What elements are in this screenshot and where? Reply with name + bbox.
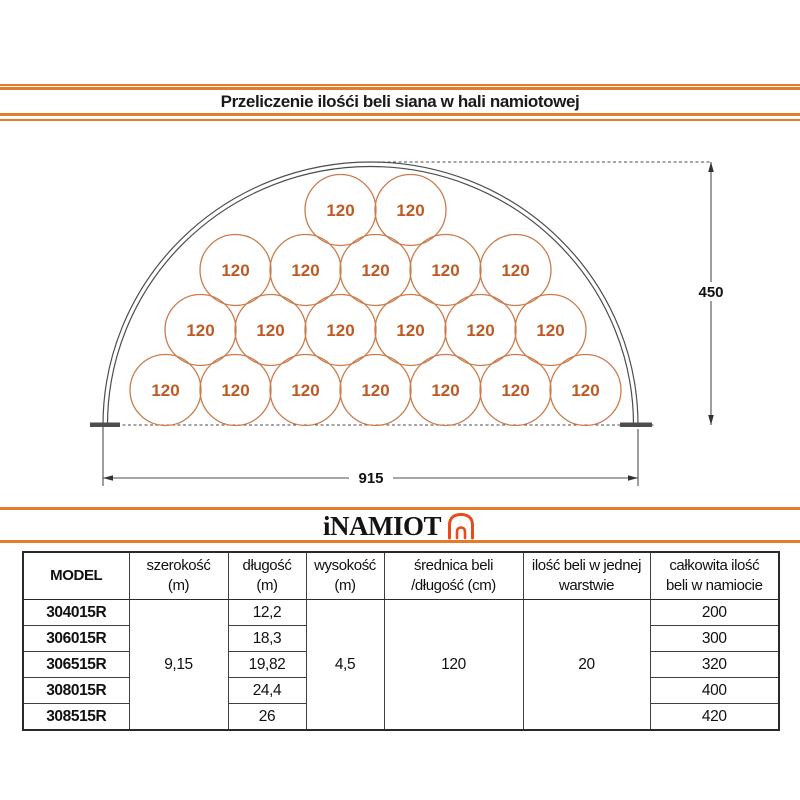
bale-diameter-label: 120 <box>431 261 460 280</box>
col-header-6: całkowita ilość beli w namiocie <box>650 552 779 600</box>
col-header-5: ilość beli w jednej warstwie <box>523 552 650 600</box>
bale-diameter-label: 120 <box>361 261 390 280</box>
spec-table <box>22 551 780 731</box>
bale-diameter-label: 120 <box>501 381 530 400</box>
title-top-thick-line <box>0 87 800 90</box>
bale-diameter-label: 120 <box>326 201 355 220</box>
total-bales-cell: 200 <box>650 600 779 626</box>
bale-diameter-label: 120 <box>221 261 250 280</box>
bales-per-layer-merged-cell: 20 <box>523 600 650 731</box>
bale-diameter-label: 120 <box>326 321 355 340</box>
bale-diameter-label: 120 <box>186 321 215 340</box>
model-cell: 308015R <box>23 678 129 704</box>
spec-table-wrapper <box>22 551 778 731</box>
total-bales-cell: 300 <box>650 626 779 652</box>
length-cell: 26 <box>228 704 306 731</box>
title-bottom-thin-line <box>0 119 800 121</box>
tent-cross-section-diagram <box>0 130 800 500</box>
bale-diameter-label: 120 <box>536 321 565 340</box>
col-header-2: długość (m) <box>228 552 306 600</box>
page-title: Przeliczenie ilośći beli siana w hali namiotowej <box>220 92 580 111</box>
height-merged-cell: 4,5 <box>306 600 384 731</box>
length-cell: 19,82 <box>228 652 306 678</box>
width-merged-cell: 9,15 <box>129 600 228 731</box>
logo-bottom-line <box>0 540 800 543</box>
bale-diameter-label: 120 <box>396 321 425 340</box>
length-cell: 24,4 <box>228 678 306 704</box>
model-cell: 308515R <box>23 704 129 731</box>
total-bales-cell: 400 <box>650 678 779 704</box>
bale-diameter-label: 120 <box>221 381 250 400</box>
bale-diameter-label: 120 <box>466 321 495 340</box>
bale-diameter-label: 120 <box>501 261 530 280</box>
col-header-1: szerokość (m) <box>129 552 228 600</box>
logo <box>0 509 800 543</box>
bale-diameter-merged-cell: 120 <box>384 600 523 731</box>
bale-diameter-label: 120 <box>256 321 285 340</box>
total-bales-cell: 320 <box>650 652 779 678</box>
col-header-4: średnica beli /długość (cm) <box>384 552 523 600</box>
table-header-row <box>23 552 779 600</box>
model-cell: 306015R <box>23 626 129 652</box>
width-dimension <box>103 427 638 487</box>
bale-diameter-label: 120 <box>361 381 390 400</box>
col-header-3: wysokość (m) <box>306 552 384 600</box>
table-row <box>23 600 779 626</box>
col-header-0: MODEL <box>23 552 129 600</box>
bale-diameter-label: 120 <box>571 381 600 400</box>
right-foot <box>620 423 652 428</box>
length-cell: 12,2 <box>228 600 306 626</box>
tent-icon <box>445 512 477 540</box>
logo-text: iNAMIOT <box>323 510 441 541</box>
bale-diameter-label: 120 <box>291 381 320 400</box>
total-bales-cell: 420 <box>650 704 779 731</box>
title-top-thin-line <box>0 84 800 86</box>
bale-diameter-label: 120 <box>431 381 460 400</box>
model-cell: 306515R <box>23 652 129 678</box>
bale-diameter-label: 120 <box>151 381 180 400</box>
height-dimension-label: 450 <box>698 284 724 301</box>
bale-diameter-label: 120 <box>396 201 425 220</box>
bale-stack <box>130 175 621 426</box>
bale-diameter-label: 120 <box>291 261 320 280</box>
width-dimension-label: 915 <box>358 470 384 487</box>
left-foot <box>90 423 120 428</box>
title-bottom-thick-line <box>0 113 800 116</box>
table-body <box>23 600 779 731</box>
length-cell: 18,3 <box>228 626 306 652</box>
model-cell: 304015R <box>23 600 129 626</box>
height-dimension <box>696 162 726 425</box>
